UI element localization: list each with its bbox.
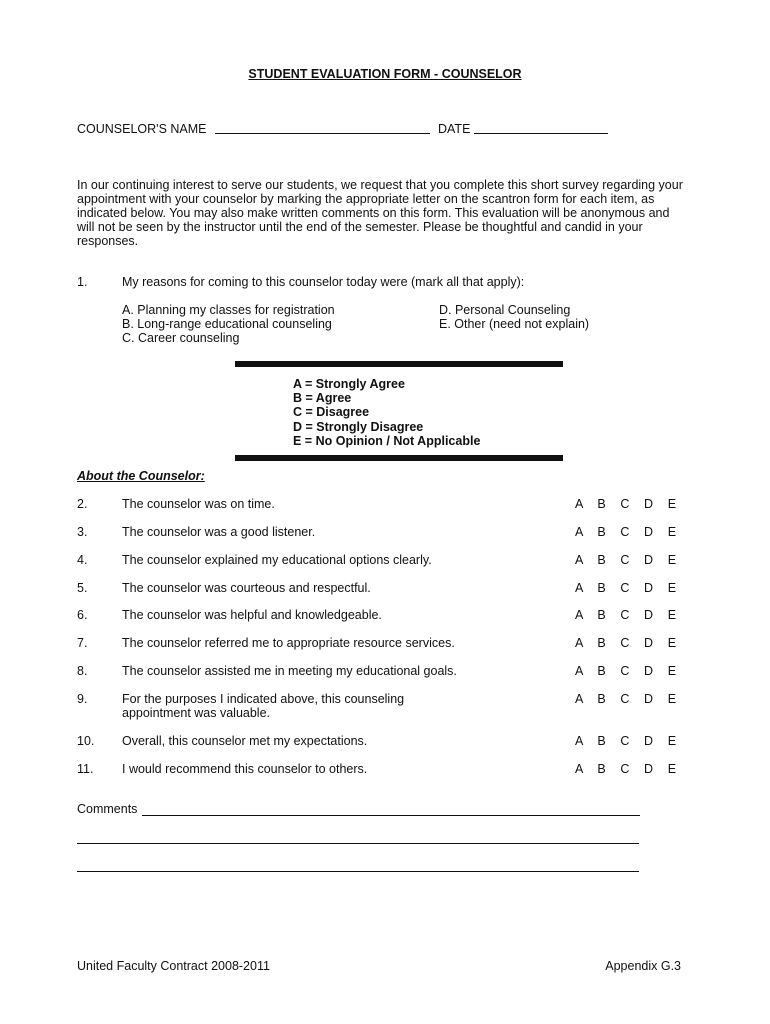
question-text: For the purposes I indicated above, this counseling (122, 692, 405, 706)
legend-bottom-bar (235, 455, 563, 461)
question-text: The counselor assisted me in meeting my educational goals. (122, 664, 457, 678)
legend-b: B = Agree (293, 391, 352, 406)
answer-scale: A B C D E (575, 762, 682, 776)
date-field[interactable] (474, 133, 608, 134)
legend-e: E = No Opinion / Not Applicable (293, 433, 481, 448)
question-number: 2. (77, 497, 88, 511)
answer-scale: A B C D E (575, 581, 682, 595)
footer-contract: United Faculty Contract 2008-2011 (77, 959, 270, 973)
question-text: The counselor explained my educational options clearly. (122, 553, 432, 567)
comments-line-3[interactable] (77, 871, 639, 872)
question-number: 6. (77, 608, 88, 622)
question-number: 10. (77, 734, 95, 748)
answer-scale: A B C D E (575, 497, 682, 511)
question-text-line2: appointment was valuable. (122, 706, 271, 720)
question-text: The counselor was a good listener. (122, 525, 316, 539)
question-number: 9. (77, 692, 88, 706)
question-number: 3. (77, 525, 88, 539)
answer-scale: A B C D E (575, 608, 682, 622)
question-text: The counselor referred me to appropriate resource services. (122, 636, 455, 650)
q1-text: My reasons for coming to this counselor today were (mark all that apply): (122, 275, 525, 289)
question-number: 5. (77, 581, 88, 595)
answer-scale: A B C D E (575, 664, 682, 678)
legend-d: D = Strongly Disagree (293, 419, 424, 434)
legend-c: C = Disagree (293, 405, 370, 420)
counselor-name-label: COUNSELOR'S NAME (77, 122, 207, 136)
question-number: 11. (77, 762, 94, 776)
form-title: STUDENT EVALUATION FORM - COUNSELOR (248, 67, 522, 81)
q1-option-e: E. Other (need not explain) (439, 317, 590, 331)
answer-scale: A B C D E (575, 553, 682, 567)
q1-option-d: D. Personal Counseling (439, 303, 571, 317)
question-number: 7. (77, 636, 88, 650)
answer-scale: A B C D E (575, 636, 682, 650)
question-number: 4. (77, 553, 88, 567)
comments-line-2[interactable] (77, 843, 639, 844)
q1-number: 1. (77, 275, 88, 289)
answer-scale: A B C D E (575, 734, 682, 748)
q1-option-b: B. Long-range educational counseling (122, 317, 332, 331)
footer-appendix: Appendix G.3 (605, 959, 681, 973)
legend-a: A = Strongly Agree (293, 377, 405, 391)
comments-label: Comments (77, 802, 138, 816)
comments-line-1[interactable] (142, 815, 640, 816)
answer-scale: A B C D E (575, 692, 682, 706)
question-text: The counselor was helpful and knowledgeable. (122, 608, 382, 622)
legend-top-bar (235, 361, 563, 367)
section-heading: About the Counselor: (77, 469, 205, 483)
question-text: The counselor was courteous and respectful. (122, 581, 371, 595)
question-text: I would recommend this counselor to others. (122, 762, 368, 776)
rating-legend (293, 377, 480, 448)
counselor-name-field[interactable] (215, 133, 430, 134)
q1-option-c: C. Career counseling (122, 331, 240, 345)
question-text: The counselor was on time. (122, 497, 275, 511)
intro-paragraph: In our continuing interest to serve our students, we request that you complete this short survey regarding your appointment with your counselor by marking the appropriate letter on the scantron form for each item, as indicated below. You may also make written comments on this form. This evaluation will be anonymous and will not be seen by the instructor until the end of the semester. Please be thoughtful and candid in your responses. (77, 178, 683, 248)
question-text: Overall, this counselor met my expectations. (122, 734, 368, 748)
date-label: DATE (438, 122, 471, 136)
q1-option-a: A. Planning my classes for registration (122, 303, 335, 317)
answer-scale: A B C D E (575, 525, 682, 539)
question-number: 8. (77, 664, 88, 678)
